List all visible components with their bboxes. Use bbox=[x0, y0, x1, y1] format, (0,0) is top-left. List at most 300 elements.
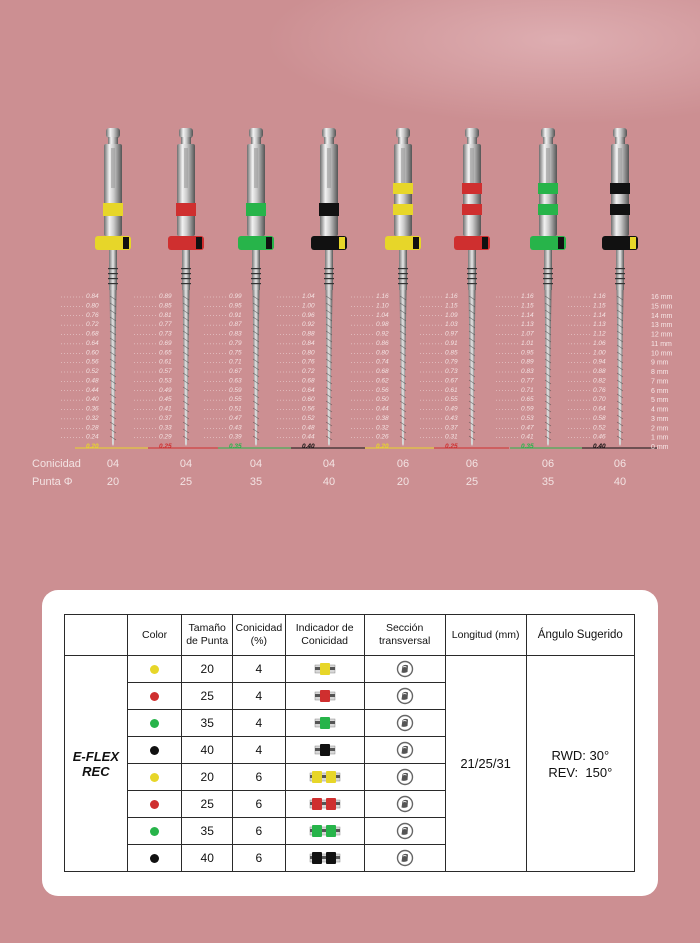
cross-section-icon bbox=[396, 795, 414, 813]
header-color: Color bbox=[127, 615, 182, 656]
diameter-label: 0.68 bbox=[302, 377, 315, 385]
color-cell bbox=[127, 791, 182, 818]
diameter-label: 0.88 bbox=[593, 368, 606, 375]
cross-section-icon bbox=[396, 687, 414, 705]
mm-label: 14 mm bbox=[651, 312, 673, 320]
diameter-label: 0.69 bbox=[159, 339, 172, 347]
cross-section-cell bbox=[364, 818, 445, 845]
diameter-label: 1.16 bbox=[445, 293, 458, 300]
file-depth-mark bbox=[467, 283, 477, 284]
spec-card bbox=[42, 590, 658, 896]
taper-indicator-icon bbox=[314, 662, 336, 676]
diameter-label: 1.13 bbox=[593, 321, 606, 329]
mm-label: 8 mm bbox=[651, 369, 669, 376]
diameter-label: 0.44 bbox=[376, 405, 389, 413]
table-header-row bbox=[65, 615, 635, 656]
tip-size-cell: 35 bbox=[182, 818, 233, 845]
diameter-label: 0.44 bbox=[302, 433, 315, 441]
file-base-notch bbox=[630, 237, 636, 249]
taper-indicator-icon bbox=[309, 797, 341, 811]
diameter-label: 0.91 bbox=[445, 339, 458, 347]
file-base-notch bbox=[196, 237, 202, 249]
file-base-notch bbox=[482, 237, 488, 249]
diameter-label: 1.04 bbox=[302, 293, 315, 300]
diameter-label: 0.65 bbox=[521, 396, 534, 404]
brand-cell bbox=[65, 656, 128, 872]
mm-label: 5 mm bbox=[651, 397, 669, 405]
file-depth-mark bbox=[467, 268, 477, 269]
diameter-label: 0.40 bbox=[593, 443, 606, 450]
taper-indicator-cell bbox=[285, 656, 364, 683]
file-ring bbox=[610, 183, 630, 194]
file-depth-mark bbox=[324, 268, 334, 269]
length-cell: 21/25/31 bbox=[445, 656, 526, 872]
taper-row-label: Conicidad bbox=[32, 458, 81, 470]
diameter-label: 1.13 bbox=[521, 321, 534, 329]
diameter-label: 0.55 bbox=[445, 396, 458, 404]
diameter-label: 0.73 bbox=[445, 368, 458, 375]
tip-value: 35 bbox=[541, 476, 555, 488]
diameter-label: 0.40 bbox=[86, 396, 99, 404]
file-3 bbox=[204, 128, 293, 450]
diameter-label: 0.76 bbox=[86, 311, 99, 319]
diameter-label: 0.73 bbox=[159, 330, 172, 338]
diameter-label: 0.25 bbox=[159, 443, 172, 450]
diameter-label: 0.20 bbox=[376, 443, 389, 450]
taper-value: 06 bbox=[465, 458, 479, 470]
tip-size-cell: 20 bbox=[182, 764, 233, 791]
file-6 bbox=[420, 128, 509, 450]
diameter-label: 0.43 bbox=[229, 424, 242, 432]
file-depth-mark bbox=[181, 283, 191, 284]
file-base-notch bbox=[123, 237, 129, 249]
diameter-label: 0.47 bbox=[229, 414, 242, 422]
mm-label: 1 mm bbox=[651, 434, 669, 442]
diameter-label: 0.76 bbox=[593, 386, 606, 394]
diameter-label: 0.85 bbox=[445, 349, 458, 357]
diameter-label: 0.67 bbox=[229, 368, 242, 375]
file-8 bbox=[568, 128, 657, 450]
cross-section-icon bbox=[396, 849, 414, 867]
file-depth-mark bbox=[467, 273, 477, 274]
diameter-label: 0.58 bbox=[593, 414, 606, 422]
diameter-label: 0.72 bbox=[86, 321, 99, 329]
diameter-label: 0.41 bbox=[521, 433, 534, 441]
diameter-label: 0.44 bbox=[86, 386, 99, 394]
tip-size-cell: 25 bbox=[182, 791, 233, 818]
diameter-label: 0.64 bbox=[302, 386, 315, 394]
file-ring bbox=[538, 204, 558, 215]
diameter-label: 0.77 bbox=[521, 377, 534, 385]
taper-cell: 4 bbox=[233, 656, 286, 683]
diameter-label: 0.59 bbox=[229, 386, 242, 394]
file-depth-mark bbox=[543, 283, 553, 284]
file-ring bbox=[246, 203, 266, 216]
file-ring bbox=[176, 203, 196, 216]
file-depth-mark bbox=[467, 278, 477, 279]
cross-section-cell bbox=[364, 683, 445, 710]
file-5 bbox=[351, 128, 440, 450]
taper-value: 04 bbox=[322, 458, 336, 470]
mm-label: 2 mm bbox=[651, 425, 669, 433]
diameter-label: 0.39 bbox=[229, 433, 242, 441]
file-knob bbox=[322, 128, 336, 138]
taper-value: 04 bbox=[179, 458, 193, 470]
diameter-label: 0.20 bbox=[86, 443, 99, 450]
taper-indicator-cell bbox=[285, 737, 364, 764]
diameter-label: 0.83 bbox=[521, 368, 534, 375]
file-base-notch bbox=[266, 237, 272, 249]
file-ring bbox=[319, 203, 339, 216]
color-dot bbox=[150, 692, 159, 701]
file-ring bbox=[103, 203, 123, 216]
taper-cell: 4 bbox=[233, 737, 286, 764]
diameter-label: 0.49 bbox=[445, 405, 458, 413]
file-depth-mark bbox=[251, 268, 261, 269]
diameter-label: 1.12 bbox=[593, 330, 606, 338]
taper-indicator-icon bbox=[309, 851, 341, 865]
file-base-notch bbox=[339, 237, 345, 249]
taper-cell: 6 bbox=[233, 791, 286, 818]
taper-value: 04 bbox=[249, 458, 263, 470]
diameter-label: 0.71 bbox=[521, 386, 534, 394]
diameter-label: 0.48 bbox=[302, 424, 315, 432]
diameter-label: 0.56 bbox=[302, 405, 315, 413]
diameter-label: 1.14 bbox=[593, 311, 606, 319]
taper-indicator-cell bbox=[285, 710, 364, 737]
diameter-label: 0.40 bbox=[302, 443, 315, 450]
tip-size-cell: 25 bbox=[182, 683, 233, 710]
diameter-label: 0.75 bbox=[229, 349, 242, 357]
file-knob bbox=[249, 128, 263, 138]
diameter-label: 1.03 bbox=[445, 321, 458, 329]
taper-indicator-icon bbox=[314, 716, 336, 730]
file-ring bbox=[538, 183, 558, 194]
file-depth-mark bbox=[543, 273, 553, 274]
diameter-label: 0.97 bbox=[445, 330, 458, 338]
diameter-label: 0.85 bbox=[159, 302, 172, 310]
file-neck bbox=[615, 137, 625, 145]
diameter-label: 1.15 bbox=[445, 302, 458, 310]
diameter-label: 0.53 bbox=[521, 414, 534, 422]
header-taper: Conicidad (%) bbox=[233, 615, 286, 656]
diameter-label: 0.56 bbox=[86, 358, 99, 366]
tip-value: 20 bbox=[106, 476, 120, 488]
color-dot bbox=[150, 827, 159, 836]
file-base-notch bbox=[558, 237, 564, 249]
diameter-label: 1.00 bbox=[593, 349, 606, 357]
diameter-label: 0.83 bbox=[229, 330, 242, 338]
angle-cell bbox=[526, 656, 634, 872]
color-dot bbox=[150, 854, 159, 863]
diameter-label: 0.96 bbox=[302, 311, 315, 319]
diameter-label: 0.31 bbox=[445, 433, 458, 441]
diameter-label: 1.10 bbox=[376, 302, 389, 310]
diameter-label: 0.98 bbox=[376, 321, 389, 329]
diameter-label: 0.91 bbox=[229, 311, 242, 319]
diameter-label: 0.32 bbox=[86, 414, 99, 422]
diameter-label: 0.61 bbox=[159, 358, 172, 366]
cross-section-icon bbox=[396, 768, 414, 786]
mm-label: 10 mm bbox=[651, 350, 673, 358]
file-depth-mark bbox=[543, 268, 553, 269]
taper-indicator-cell bbox=[285, 845, 364, 872]
diameter-label: 0.89 bbox=[159, 293, 172, 300]
header-length: Longitud (mm) bbox=[445, 615, 526, 656]
file-depth-mark bbox=[615, 268, 625, 269]
file-depth-mark bbox=[615, 273, 625, 274]
cross-section-icon bbox=[396, 660, 414, 678]
diameter-label: 1.16 bbox=[521, 293, 534, 300]
file-handle-slot bbox=[327, 148, 331, 188]
tip-value: 25 bbox=[179, 476, 193, 488]
diameter-label: 0.95 bbox=[229, 302, 242, 310]
diameter-label: 0.92 bbox=[302, 321, 315, 329]
cross-section-cell bbox=[364, 737, 445, 764]
diameter-label: 0.61 bbox=[445, 386, 458, 394]
color-cell bbox=[127, 737, 182, 764]
file-depth-mark bbox=[181, 278, 191, 279]
tip-value: 25 bbox=[465, 476, 479, 488]
diameter-label: 0.81 bbox=[159, 311, 172, 319]
taper-value: 04 bbox=[106, 458, 120, 470]
color-cell bbox=[127, 818, 182, 845]
file-ring bbox=[462, 183, 482, 194]
file-neck bbox=[181, 137, 191, 145]
diameter-label: 1.16 bbox=[376, 293, 389, 300]
file-handle-slot bbox=[254, 148, 258, 188]
mm-label: 9 mm bbox=[651, 359, 669, 367]
tip-row-label: Punta Φ bbox=[32, 476, 73, 488]
mm-label: 4 mm bbox=[651, 406, 669, 414]
angle-rev: REV: 150° bbox=[548, 764, 613, 780]
taper-indicator-icon bbox=[314, 689, 336, 703]
diameter-label: 1.00 bbox=[302, 302, 315, 310]
header-angle: Ángulo Sugerido bbox=[526, 615, 634, 656]
diameter-label: 0.99 bbox=[229, 293, 242, 300]
file-ring bbox=[610, 204, 630, 215]
file-knob bbox=[106, 128, 120, 138]
diameter-label: 0.84 bbox=[302, 339, 315, 347]
diameter-label: 0.80 bbox=[302, 349, 315, 357]
mm-label: 13 mm bbox=[651, 322, 673, 330]
file-7 bbox=[496, 128, 585, 450]
mm-label: 16 mm bbox=[651, 294, 673, 301]
diameter-label: 0.80 bbox=[86, 302, 99, 310]
mm-label: 15 mm bbox=[651, 303, 673, 311]
diameter-label: 0.63 bbox=[229, 377, 242, 385]
file-depth-mark bbox=[324, 273, 334, 274]
cross-section-icon bbox=[396, 822, 414, 840]
tip-size-cell: 20 bbox=[182, 656, 233, 683]
cross-section-cell bbox=[364, 845, 445, 872]
diameter-label: 0.57 bbox=[159, 368, 172, 375]
diameter-label: 0.80 bbox=[376, 349, 389, 357]
diameter-label: 0.47 bbox=[521, 424, 534, 432]
diameter-label: 0.77 bbox=[159, 321, 172, 329]
file-neck bbox=[467, 137, 477, 145]
file-knob bbox=[465, 128, 479, 138]
diameter-label: 0.64 bbox=[593, 405, 606, 413]
diameter-label: 1.01 bbox=[521, 339, 534, 347]
taper-cell: 6 bbox=[233, 818, 286, 845]
taper-indicator-cell bbox=[285, 818, 364, 845]
diameter-label: 0.50 bbox=[376, 396, 389, 404]
brand-name: E-FLEX REC bbox=[72, 748, 119, 779]
diameter-label: 0.60 bbox=[302, 396, 315, 404]
diameter-label: 1.15 bbox=[593, 302, 606, 310]
mm-label: 12 mm bbox=[651, 331, 673, 339]
file-handle-slot bbox=[546, 148, 550, 188]
diameter-label: 0.53 bbox=[159, 377, 172, 385]
diameter-label: 0.24 bbox=[86, 433, 99, 441]
file-depth-mark bbox=[108, 268, 118, 269]
diameter-label: 0.86 bbox=[376, 339, 389, 347]
diameter-label: 0.29 bbox=[159, 433, 172, 441]
file-neck bbox=[251, 137, 261, 145]
file-depth-mark bbox=[398, 268, 408, 269]
mm-label: 3 mm bbox=[651, 415, 669, 423]
file-depth-mark bbox=[108, 283, 118, 284]
header-tip-size: Tamaño de Punta bbox=[182, 615, 233, 656]
file-depth-mark bbox=[108, 273, 118, 274]
taper-indicator-icon bbox=[309, 824, 341, 838]
diameter-label: 0.52 bbox=[86, 368, 99, 375]
diameter-label: 0.72 bbox=[302, 368, 315, 375]
tip-value: 40 bbox=[613, 476, 627, 488]
diameter-label: 0.95 bbox=[521, 349, 534, 357]
diameter-label: 0.45 bbox=[159, 396, 172, 404]
diameter-label: 0.38 bbox=[376, 414, 389, 422]
file-ring bbox=[462, 204, 482, 215]
color-dot bbox=[150, 746, 159, 755]
diameter-label: 0.71 bbox=[229, 358, 242, 366]
file-knob bbox=[396, 128, 410, 138]
file-depth-mark bbox=[398, 283, 408, 284]
taper-value: 06 bbox=[541, 458, 555, 470]
taper-indicator-cell bbox=[285, 683, 364, 710]
spec-table bbox=[64, 614, 635, 872]
file-depth-mark bbox=[251, 273, 261, 274]
tip-value: 40 bbox=[322, 476, 336, 488]
cross-section-icon bbox=[396, 741, 414, 759]
diameter-label: 0.70 bbox=[593, 396, 606, 404]
mm-label: 0 mm bbox=[651, 444, 669, 451]
diameter-label: 1.09 bbox=[445, 311, 458, 319]
diameter-label: 0.41 bbox=[159, 405, 172, 413]
taper-cell: 6 bbox=[233, 845, 286, 872]
diameter-label: 0.33 bbox=[159, 424, 172, 432]
diameter-label: 0.65 bbox=[159, 349, 172, 357]
file-knob bbox=[613, 128, 627, 138]
diameter-label: 0.68 bbox=[376, 368, 389, 375]
tip-size-cell: 35 bbox=[182, 710, 233, 737]
file-depth-mark bbox=[181, 268, 191, 269]
file-depth-mark bbox=[181, 273, 191, 274]
diameter-label: 0.52 bbox=[593, 424, 606, 432]
diameter-label: 0.76 bbox=[302, 358, 315, 366]
diameter-label: 0.48 bbox=[86, 377, 99, 385]
taper-cell: 4 bbox=[233, 683, 286, 710]
tip-value: 35 bbox=[249, 476, 263, 488]
file-neck bbox=[398, 137, 408, 145]
diameter-label: 1.04 bbox=[376, 311, 389, 319]
header-blank bbox=[65, 615, 128, 656]
cross-section-icon bbox=[396, 714, 414, 732]
diameter-label: 0.51 bbox=[229, 405, 242, 413]
file-neck bbox=[108, 137, 118, 145]
color-dot bbox=[150, 800, 159, 809]
cross-section-cell bbox=[364, 791, 445, 818]
color-cell bbox=[127, 683, 182, 710]
file-handle-slot bbox=[111, 148, 115, 188]
file-depth-mark bbox=[398, 273, 408, 274]
diameter-label: 0.94 bbox=[593, 358, 606, 366]
file-depth-mark bbox=[615, 278, 625, 279]
diameter-label: 0.82 bbox=[593, 377, 606, 385]
file-handle-slot bbox=[401, 148, 405, 188]
mm-label: 6 mm bbox=[651, 387, 669, 395]
mm-label: 11 mm bbox=[651, 340, 672, 348]
file-handle-slot bbox=[618, 148, 622, 188]
taper-cell: 6 bbox=[233, 764, 286, 791]
diameter-label: 0.35 bbox=[521, 443, 534, 450]
file-depth-mark bbox=[324, 278, 334, 279]
diameter-label: 0.28 bbox=[86, 424, 99, 432]
mm-label: 7 mm bbox=[651, 378, 669, 386]
diameter-label: 0.74 bbox=[376, 358, 389, 366]
diameter-label: 0.68 bbox=[86, 330, 99, 338]
diameter-label: 0.46 bbox=[593, 433, 606, 441]
cross-section-cell bbox=[364, 764, 445, 791]
diameter-label: 0.32 bbox=[376, 424, 389, 432]
file-knob bbox=[179, 128, 193, 138]
file-depth-mark bbox=[398, 278, 408, 279]
taper-indicator-cell bbox=[285, 764, 364, 791]
color-dot bbox=[150, 719, 159, 728]
file-handle-slot bbox=[184, 148, 188, 188]
taper-value: 06 bbox=[396, 458, 410, 470]
taper-value: 06 bbox=[613, 458, 627, 470]
file-depth-mark bbox=[324, 283, 334, 284]
taper-indicator-icon bbox=[309, 770, 341, 784]
header-cross-section: Sección transversal bbox=[364, 615, 445, 656]
diameter-label: 0.87 bbox=[229, 321, 242, 329]
diameter-label: 1.14 bbox=[521, 311, 534, 319]
diameter-label: 0.36 bbox=[86, 405, 99, 413]
diameter-label: 0.62 bbox=[376, 377, 389, 385]
diameter-label: 0.60 bbox=[86, 349, 99, 357]
table-row bbox=[65, 656, 635, 683]
file-ring bbox=[393, 204, 413, 215]
diameter-label: 0.89 bbox=[521, 358, 534, 366]
color-dot bbox=[150, 665, 159, 674]
diameter-label: 0.26 bbox=[376, 433, 389, 441]
file-2 bbox=[134, 128, 223, 450]
file-ring bbox=[393, 183, 413, 194]
file-depth-mark bbox=[251, 278, 261, 279]
diameter-label: 0.59 bbox=[521, 405, 534, 413]
diameter-label: 0.56 bbox=[376, 386, 389, 394]
taper-cell: 4 bbox=[233, 710, 286, 737]
diameter-label: 0.88 bbox=[302, 330, 315, 338]
color-cell bbox=[127, 845, 182, 872]
diameter-label: 0.52 bbox=[302, 414, 315, 422]
file-depth-mark bbox=[543, 278, 553, 279]
diameter-label: 1.15 bbox=[521, 302, 534, 310]
cross-section-cell bbox=[364, 710, 445, 737]
tip-value: 20 bbox=[396, 476, 410, 488]
